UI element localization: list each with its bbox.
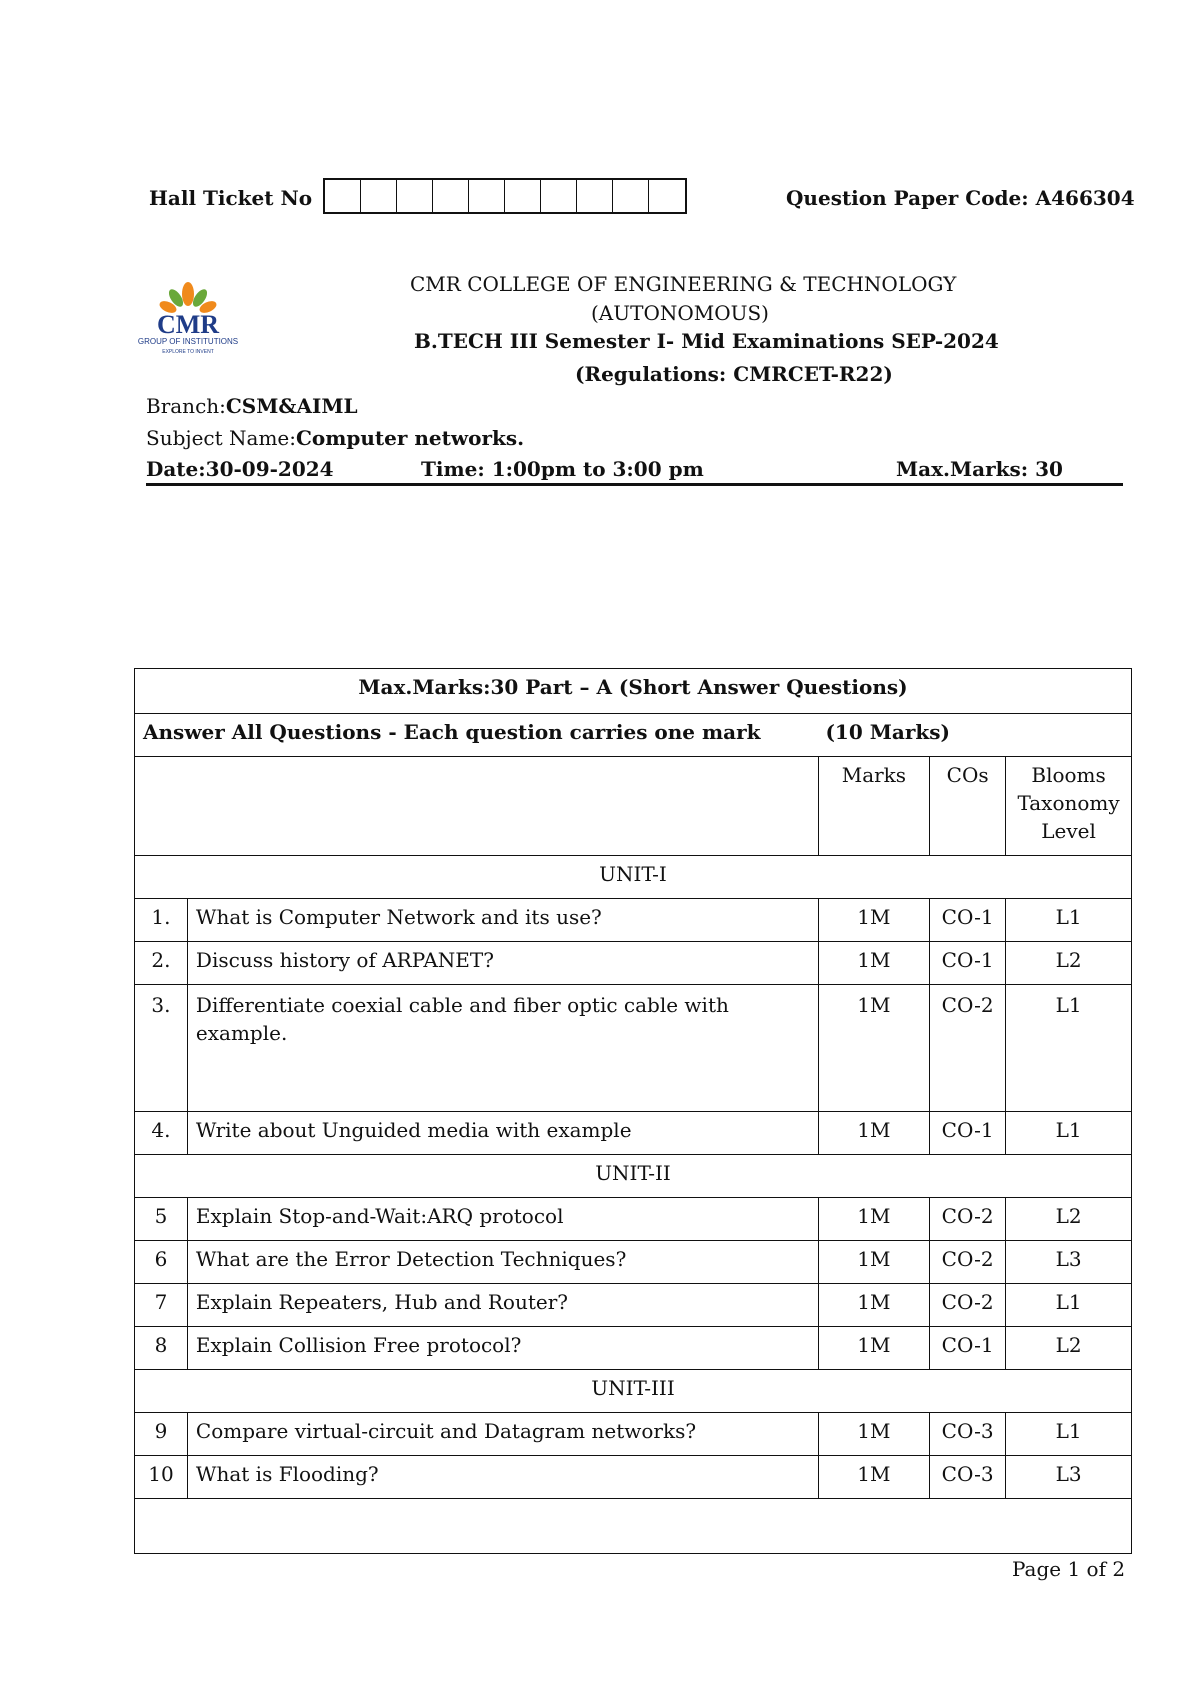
- hall-ticket-digit-box[interactable]: [325, 180, 361, 212]
- question-marks: 1M: [818, 1241, 929, 1284]
- question-marks: 1M: [818, 1456, 929, 1499]
- paper-code: [786, 186, 1135, 210]
- instructions-text: Answer All Questions - Each question carries one mark: [143, 720, 761, 744]
- question-number: 1.: [135, 899, 188, 942]
- question-co: CO-3: [930, 1413, 1006, 1456]
- unit-row: [135, 856, 1132, 899]
- question-text: Explain Stop-and-Wait:ARQ protocol: [187, 1198, 818, 1241]
- question-level: L1: [1006, 1112, 1132, 1155]
- question-row: [135, 1112, 1132, 1155]
- question-co: CO-2: [930, 1284, 1006, 1327]
- question-row: [135, 1284, 1132, 1327]
- question-row: [135, 942, 1132, 985]
- logo-brand: CMR: [156, 310, 220, 339]
- question-number: 8: [135, 1327, 188, 1370]
- question-marks: 1M: [818, 899, 929, 942]
- hall-ticket-digit-box[interactable]: [469, 180, 505, 212]
- question-co: CO-1: [930, 942, 1006, 985]
- logo-tagline: GROUP OF INSTITUTIONS: [137, 337, 239, 346]
- question-level: L2: [1006, 942, 1132, 985]
- question-level: L2: [1006, 1327, 1132, 1370]
- regulations: (Regulations: CMRCET-R22): [575, 362, 893, 386]
- unit-row: [135, 1155, 1132, 1198]
- branch-label: Branch:: [146, 394, 226, 418]
- col-marks-header: Marks: [818, 757, 929, 856]
- question-co: CO-2: [930, 1241, 1006, 1284]
- instructions-row: [135, 714, 1132, 757]
- branch-value: CSM&AIML: [225, 394, 358, 418]
- question-marks: 1M: [818, 942, 929, 985]
- col-blooms-header: Blooms Taxonomy Level: [1006, 757, 1132, 856]
- exam-time: Time: 1:00pm to 3:00 pm: [421, 457, 704, 481]
- question-text: What are the Error Detection Techniques?: [187, 1241, 818, 1284]
- question-marks: 1M: [818, 1284, 929, 1327]
- question-number: 6: [135, 1241, 188, 1284]
- hall-ticket-digit-box[interactable]: [361, 180, 397, 212]
- hall-ticket-digit-box[interactable]: [433, 180, 469, 212]
- question-level: L1: [1006, 985, 1132, 1112]
- question-row: [135, 1327, 1132, 1370]
- question-row: [135, 1456, 1132, 1499]
- question-text: What is Flooding?: [187, 1456, 818, 1499]
- blank-cell: [135, 1499, 1132, 1554]
- hall-ticket-boxes[interactable]: [323, 178, 687, 214]
- question-table: [134, 668, 1132, 1554]
- exam-date: Date:30-09-2024: [146, 457, 334, 481]
- paper-code-value: A466304: [1035, 186, 1135, 210]
- paper-code-label: Question Paper Code:: [786, 186, 1029, 210]
- unit-heading: UNIT-II: [135, 1155, 1132, 1198]
- question-level: L3: [1006, 1456, 1132, 1499]
- hall-ticket-digit-box[interactable]: [541, 180, 577, 212]
- question-text: What is Computer Network and its use?: [187, 899, 818, 942]
- exam-title: B.TECH III Semester I- Mid Examinations SEP-2024: [414, 329, 999, 353]
- subject-label: Subject Name:: [146, 426, 296, 450]
- hall-ticket-digit-box[interactable]: [649, 180, 685, 212]
- question-text: Write about Unguided media with example: [187, 1112, 818, 1155]
- subject-line: [146, 426, 524, 450]
- question-text: Compare virtual-circuit and Datagram networks?: [187, 1413, 818, 1456]
- question-co: CO-3: [930, 1456, 1006, 1499]
- question-row: [135, 1198, 1132, 1241]
- question-row: [135, 1413, 1132, 1456]
- question-number: 3.: [135, 985, 188, 1112]
- question-number: 2.: [135, 942, 188, 985]
- branch-line: [146, 394, 358, 418]
- college-name: CMR COLLEGE OF ENGINEERING & TECHNOLOGY: [410, 272, 957, 296]
- column-header-row: [135, 757, 1132, 856]
- question-co: CO-1: [930, 899, 1006, 942]
- question-level: L1: [1006, 1284, 1132, 1327]
- subject-value: Computer networks.: [295, 426, 525, 450]
- question-number: 7: [135, 1284, 188, 1327]
- question-marks: 1M: [818, 1327, 929, 1370]
- question-marks: 1M: [818, 1112, 929, 1155]
- college-status: (AUTONOMOUS): [591, 301, 769, 325]
- hall-ticket-digit-box[interactable]: [613, 180, 649, 212]
- page-number: Page 1 of 2: [1012, 1557, 1126, 1581]
- question-co: CO-2: [930, 1198, 1006, 1241]
- question-level: L1: [1006, 899, 1132, 942]
- logo-motto: EXPLORE TO INVENT: [162, 349, 214, 355]
- question-number: 10: [135, 1456, 188, 1499]
- question-row: [135, 899, 1132, 942]
- blank-header-cell: [135, 757, 819, 856]
- table-title: Max.Marks:30 Part – A (Short Answer Questions): [135, 669, 1132, 714]
- question-co: CO-1: [930, 1327, 1006, 1370]
- question-row: [135, 1241, 1132, 1284]
- unit-row: [135, 1370, 1132, 1413]
- question-text: Explain Collision Free protocol?: [187, 1327, 818, 1370]
- unit-heading: UNIT-I: [135, 856, 1132, 899]
- part-marks: (10 Marks): [825, 720, 950, 744]
- question-co: CO-2: [930, 985, 1006, 1112]
- question-number: 9: [135, 1413, 188, 1456]
- question-text: Discuss history of ARPANET?: [187, 942, 818, 985]
- question-level: L3: [1006, 1241, 1132, 1284]
- question-table-body: [135, 669, 1132, 1554]
- question-co: CO-1: [930, 1112, 1006, 1155]
- question-marks: 1M: [818, 1198, 929, 1241]
- question-marks: 1M: [818, 1413, 929, 1456]
- question-text: Explain Repeaters, Hub and Router?: [187, 1284, 818, 1327]
- question-level: L2: [1006, 1198, 1132, 1241]
- hall-ticket-digit-box[interactable]: [577, 180, 613, 212]
- question-marks: 1M: [818, 985, 929, 1112]
- unit-heading: UNIT-III: [135, 1370, 1132, 1413]
- header-rule: [146, 483, 1123, 486]
- question-text: Differentiate coexial cable and fiber optic cable with example.: [187, 985, 818, 1112]
- max-marks: Max.Marks: 30: [896, 457, 1063, 481]
- question-row: [135, 985, 1132, 1112]
- table-title-row: [135, 669, 1132, 714]
- question-level: L1: [1006, 1413, 1132, 1456]
- hall-ticket-digit-box[interactable]: [397, 180, 433, 212]
- question-number: 5: [135, 1198, 188, 1241]
- blank-row: [135, 1499, 1132, 1554]
- col-cos-header: COs: [930, 757, 1006, 856]
- question-number: 4.: [135, 1112, 188, 1155]
- hall-ticket-digit-box[interactable]: [505, 180, 541, 212]
- instructions-cell: [135, 714, 1132, 757]
- cmr-logo: [118, 280, 258, 360]
- hall-ticket-label: Hall Ticket No: [149, 186, 313, 210]
